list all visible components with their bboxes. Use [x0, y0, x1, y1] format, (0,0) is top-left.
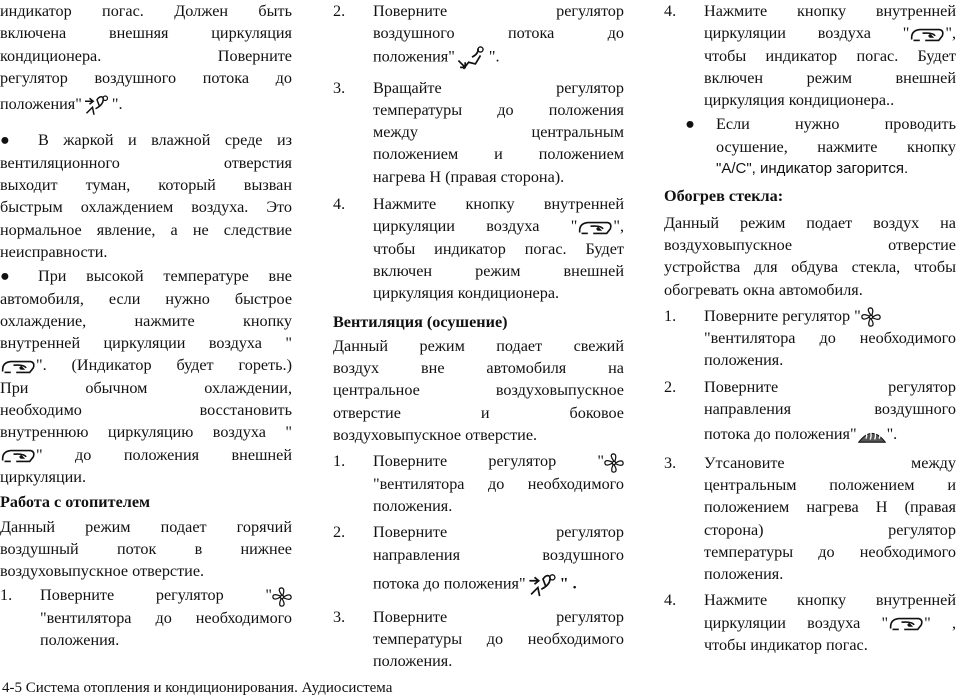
text-fragment: " , [924, 613, 956, 632]
text-line [373, 572, 624, 598]
column-1 [0, 0, 292, 651]
text-line: центральное воздуховыпускное [333, 381, 624, 400]
step-number: 1. [0, 586, 13, 605]
text-line: температуры до необходимого [373, 630, 624, 649]
text-line: "вентилятора до необходимого [704, 329, 956, 348]
text-line: температуры до положения [373, 100, 624, 119]
fan-icon [604, 453, 624, 473]
text-line: нагрева H (правая сторона). [373, 167, 565, 186]
text-line: чтобы индикатор погас. Будет [373, 239, 624, 258]
page-footer: 4-5 Система отопления и кондиционирования. Аудиосистема [2, 680, 393, 696]
text-fragment: ", [613, 217, 624, 236]
text-line: температуры до необходимого [704, 542, 956, 561]
text-line: воздух вне автомобиля на [333, 359, 624, 378]
bullet-paragraph [0, 265, 292, 287]
text-line [0, 354, 292, 376]
text-line: При обычном охлаждении, [0, 378, 292, 397]
text-fragment: циркуляции воздуха " [373, 217, 578, 236]
text-fragment: ". [488, 47, 500, 66]
list-item [664, 305, 956, 372]
text-fragment: Поверните регулятор " [704, 306, 861, 325]
text-line: воздуховыпускное отверстие. [0, 562, 205, 581]
text-line: между центральным [373, 123, 624, 142]
text-line [373, 45, 624, 71]
text-line: автомобиля, если нужно быстрое [0, 289, 292, 308]
text-line: Если нужно проводить [716, 115, 956, 134]
text-line: положения. [373, 496, 453, 515]
text-line: Поверните регулятор [704, 377, 956, 396]
text-fragment: " . [559, 574, 577, 593]
text-line: кондиционера. Поверните [0, 46, 292, 65]
text-fragment: ". [111, 95, 123, 114]
text-line: индикатор погас. Должен быть [0, 2, 292, 20]
text-line: направления воздушного [704, 400, 956, 419]
text-line: Нажмите кнопку внутренней [373, 195, 624, 214]
bullet-paragraph [0, 129, 292, 151]
column-2 [333, 0, 624, 673]
text-line: воздушный поток в нижнее [0, 539, 292, 558]
text-line: включен режим внешней [373, 261, 624, 280]
text-line: Вращайте регулятор [373, 78, 624, 97]
text-line [0, 444, 292, 466]
fan-icon [861, 307, 881, 327]
text-line: чтобы индикатор погас. Будет [704, 46, 956, 65]
bullet-icon: ● [685, 115, 695, 134]
list-item [333, 450, 624, 517]
text-line: циркуляция кондиционера.. [704, 91, 895, 110]
list-item [333, 521, 624, 598]
text-line: вентиляционного отверстия [0, 153, 292, 172]
text-fragment: При высокой температуре вне [38, 267, 292, 286]
text-line: "A/C", индикатор загорится. [716, 160, 909, 178]
text-line: регулятор воздушного потока до [0, 68, 292, 87]
text-line: обогревать окна автомобиля. [664, 280, 863, 299]
step-number: 4. [664, 2, 677, 20]
text-line: Утсановите между [704, 453, 956, 472]
text-line: Данный режим подает свежий [333, 336, 624, 355]
recirculation-icon [0, 358, 36, 376]
bullet-icon: ● [0, 131, 10, 150]
recirculation-icon [909, 26, 945, 44]
text-line: выходит туман, который вызван [0, 176, 292, 195]
section-heading: Вентиляция (осушение) [333, 312, 508, 331]
text-fragment: ". (Индикатор будет гореть.) [36, 356, 292, 375]
text-line: циркуляция кондиционера. [373, 284, 560, 303]
text-fragment: " до положения внешней [36, 445, 292, 464]
text-fragment: ". [886, 425, 898, 444]
text-line: включен режим внешней [704, 68, 956, 87]
fan-icon [272, 587, 292, 607]
text-line: охлаждение, нажмите кнопку [0, 311, 292, 330]
text-line: Поверните регулятор [373, 607, 624, 626]
column-3 [664, 0, 956, 656]
text-line: чтобы индикатор погас. [704, 636, 868, 655]
step-number: 4. [333, 195, 346, 214]
text-line: "вентилятора до необходимого [40, 608, 292, 627]
list-item [333, 77, 624, 188]
text-line [704, 305, 956, 327]
text-line: воздушного потока до [373, 24, 624, 43]
text-line [373, 450, 624, 472]
airflow-foot-icon [455, 45, 489, 71]
list-item [333, 193, 624, 304]
text-line: Поверните регулятор [373, 523, 624, 542]
airflow-face-icon [82, 93, 112, 117]
list-item [333, 0, 624, 71]
list-item [664, 0, 956, 111]
text-line: положения. [704, 565, 784, 584]
step-number: 3. [664, 453, 677, 472]
text-fragment: Поверните регулятор " [373, 452, 604, 471]
text-fragment: циркуляции воздуха " [704, 613, 889, 632]
text-line: Нажмите кнопку внутренней [704, 2, 956, 20]
text-fragment: В жаркой и влажной среде из [38, 131, 292, 150]
text-line: неисправности. [0, 242, 108, 261]
text-line: положением и положением [373, 145, 624, 164]
text-fragment: положения" [0, 95, 82, 114]
step-number: 3. [333, 78, 346, 97]
list-item [333, 606, 624, 673]
text-line: отверстие и боковое [333, 403, 624, 422]
section-heading: Обогрев стекла: [664, 187, 784, 206]
text-line: положения. [373, 652, 453, 671]
list-item [664, 452, 956, 586]
text-fragment: ", [945, 24, 956, 43]
section-heading: Работа с отопителем [0, 493, 151, 512]
recirculation-icon [0, 447, 36, 465]
text-line: Поверните регулятор [373, 2, 624, 20]
text-line: внутреннюю циркуляцию воздуха " [0, 423, 292, 442]
bullet-icon: ● [0, 267, 10, 286]
step-number: 2. [333, 523, 346, 542]
text-line: циркуляции. [0, 467, 86, 486]
recirculation-icon [888, 615, 924, 633]
text-line: положения. [704, 351, 784, 370]
list-item [664, 589, 956, 656]
text-line: Данный режим подает горячий [0, 517, 292, 536]
text-line: нормальное явление, а не следствие [0, 220, 292, 239]
step-number: 1. [333, 452, 346, 471]
text-line: воздуховыпускное отверстие. [333, 426, 538, 445]
text-fragment: потока до положения" [373, 574, 526, 593]
text-line: положения. [40, 631, 120, 649]
text-line: положением нагрева H (правая [704, 498, 956, 517]
text-fragment: положения" [373, 47, 455, 66]
text-fragment: Поверните регулятор " [40, 586, 272, 605]
text-line [704, 423, 956, 445]
defrost-icon [857, 426, 887, 446]
text-fragment: циркуляции воздуха " [704, 24, 910, 43]
bullet-item [664, 113, 956, 180]
step-number: 3. [333, 607, 346, 626]
text-line: центральным положением и [704, 475, 956, 494]
airflow-face-icon [526, 572, 560, 598]
step-number: 4. [664, 591, 677, 610]
step-number: 2. [333, 2, 346, 20]
text-line [373, 215, 624, 237]
text-line: включена внешняя циркуляция [0, 24, 292, 43]
list-item [0, 584, 292, 651]
text-line: воздуховыпускное отверстие [664, 235, 956, 254]
text-line [704, 612, 956, 634]
text-line [40, 584, 292, 606]
text-line [0, 93, 292, 117]
step-number: 1. [664, 306, 677, 325]
step-number: 2. [664, 377, 677, 396]
text-line: устройства для обдува стекла, чтобы [664, 258, 956, 277]
text-line: внутренней циркуляции воздуха " [0, 334, 292, 353]
text-line: необходимо восстановить [0, 401, 292, 420]
text-line: Нажмите кнопку внутренней [704, 591, 956, 610]
text-fragment: потока до положения" [704, 425, 857, 444]
text-line: быстрым охлаждением воздуха. Это [0, 198, 292, 217]
recirculation-icon [577, 219, 613, 237]
text-line [704, 22, 956, 44]
text-line: "вентилятора до необходимого [373, 474, 624, 493]
list-item [664, 376, 956, 446]
text-line: осушение, нажмите кнопку [716, 137, 956, 156]
text-line: Данный режим подает воздух на [664, 213, 956, 232]
text-line: сторона) регулятор [704, 520, 956, 539]
text-line: направления воздушного [373, 545, 624, 564]
